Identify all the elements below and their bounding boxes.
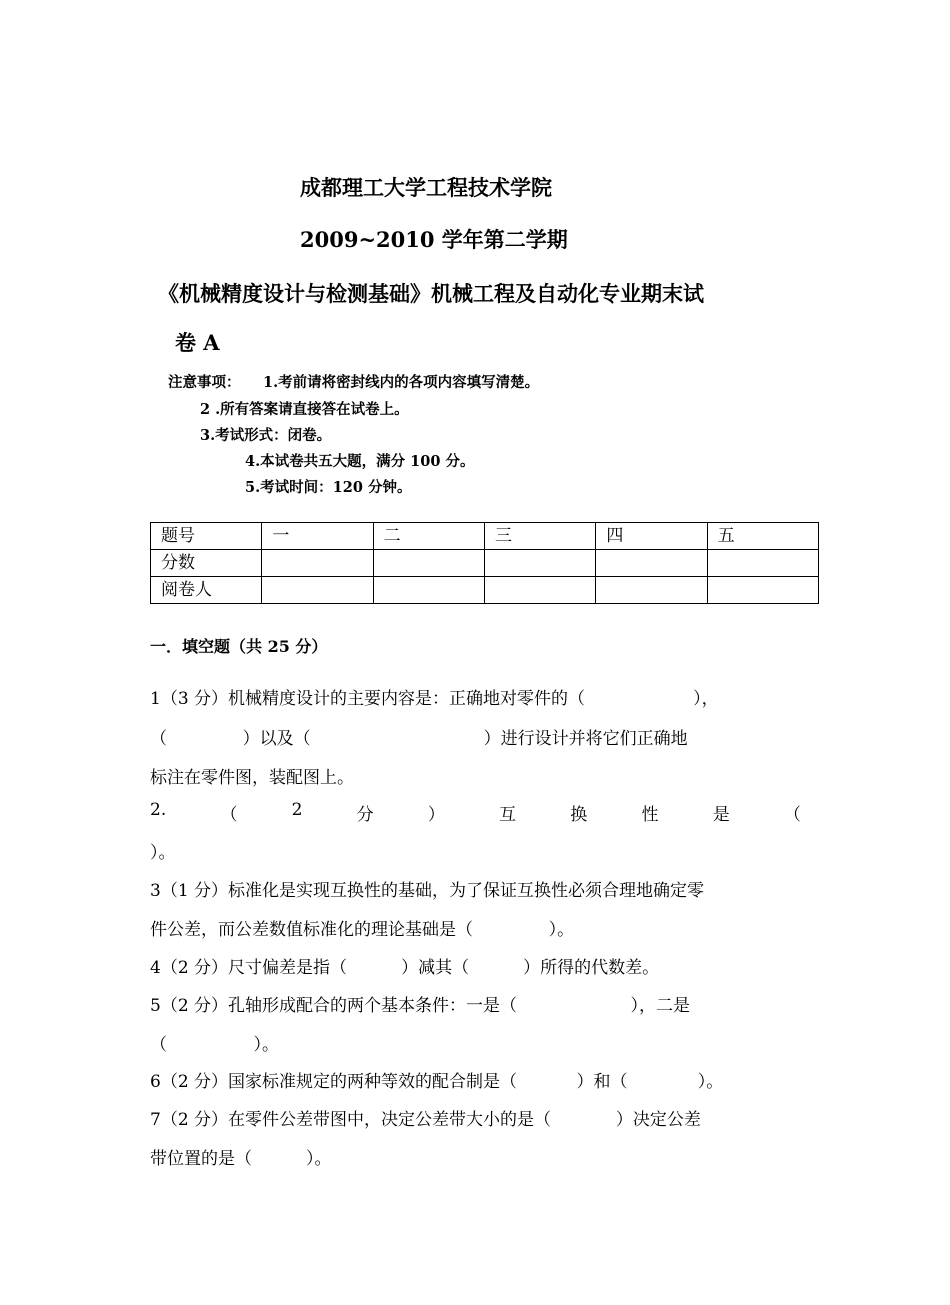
- q2-token: 性: [641, 805, 659, 825]
- score-row-grader: [151, 577, 819, 604]
- question-line: 7（2 分）在零件公差带图中，决定公差带大小的是（ ）决定公差: [150, 1110, 701, 1130]
- table-cell: 二: [373, 523, 484, 550]
- q2-token: 2: [291, 800, 303, 820]
- table-cell: 阅卷人: [151, 577, 262, 604]
- table-cell[interactable]: [707, 577, 818, 604]
- question-line: 4（2 分）尺寸偏差是指（ ）减其（ ）所得的代数差。: [150, 958, 660, 978]
- table-cell: 分数: [151, 550, 262, 577]
- question-2-line: [150, 800, 801, 825]
- table-cell[interactable]: [262, 577, 373, 604]
- question-line: ）。: [150, 843, 176, 863]
- note-item-3: 3.考试形式：闭卷。: [200, 427, 332, 444]
- score-table: [150, 522, 819, 604]
- q2-token: 是: [712, 805, 730, 825]
- score-row-header: [151, 523, 819, 550]
- table-cell[interactable]: [373, 577, 484, 604]
- question-line: 带位置的是（ ）。: [150, 1149, 332, 1169]
- table-cell[interactable]: [373, 550, 484, 577]
- table-cell[interactable]: [596, 550, 707, 577]
- note-item-5: 5.考试时间：120 分钟。: [245, 479, 412, 496]
- q2-token: （: [220, 805, 238, 825]
- table-cell[interactable]: [596, 577, 707, 604]
- note-item-2: 2 .所有答案请直接答在试卷上。: [200, 401, 409, 418]
- note-item-4: 4.本试卷共五大题，满分 100 分。: [245, 453, 475, 470]
- term-title: 2009~2010 学年第二学期: [300, 227, 568, 252]
- school-title: 成都理工大学工程技术学院: [300, 175, 552, 200]
- table-cell[interactable]: [707, 550, 818, 577]
- question-line: 1（3 分）机械精度设计的主要内容是：正确地对零件的（ ），: [150, 689, 719, 709]
- notes-label: 注意事项：: [168, 374, 241, 391]
- q2-token: ）: [427, 805, 445, 825]
- table-cell: 一: [262, 523, 373, 550]
- question-line: 6（2 分）国家标准规定的两种等效的配合制是（ ）和（ ）。: [150, 1072, 724, 1092]
- table-cell[interactable]: [262, 550, 373, 577]
- course-title-line1: 《机械精度设计与检测基础》机械工程及自动化专业期末试: [158, 281, 704, 306]
- question-line: 件公差，而公差数值标准化的理论基础是（ ）。: [150, 920, 575, 940]
- table-cell[interactable]: [484, 550, 595, 577]
- q2-token: （: [783, 805, 801, 825]
- q2-token: 换: [570, 805, 588, 825]
- table-cell: 题号: [151, 523, 262, 550]
- score-row-points: [151, 550, 819, 577]
- q2-token: 互: [499, 805, 517, 825]
- section-title: 一．填空题（共 25 分）: [150, 637, 328, 656]
- table-cell: 三: [484, 523, 595, 550]
- course-title-line2: 卷 A: [175, 330, 220, 355]
- note-item-1: 1.考前请将密封线内的各项内容填写清楚。: [263, 374, 540, 391]
- table-cell[interactable]: [484, 577, 595, 604]
- question-line: （ ）。: [150, 1035, 279, 1055]
- table-cell: 五: [707, 523, 818, 550]
- question-line: （ ）以及（ ）进行设计并将它们正确地: [150, 729, 688, 749]
- q2-token: 分: [356, 805, 374, 825]
- table-cell: 四: [596, 523, 707, 550]
- question-line: 标注在零件图，装配图上。: [150, 768, 354, 788]
- q2-token: 2.: [150, 800, 167, 820]
- question-line: 3（1 分）标准化是实现互换性的基础，为了保证互换性必须合理地确定零: [150, 881, 705, 901]
- question-line: 5（2 分）孔轴形成配合的两个基本条件：一是（ ），二是: [150, 996, 691, 1016]
